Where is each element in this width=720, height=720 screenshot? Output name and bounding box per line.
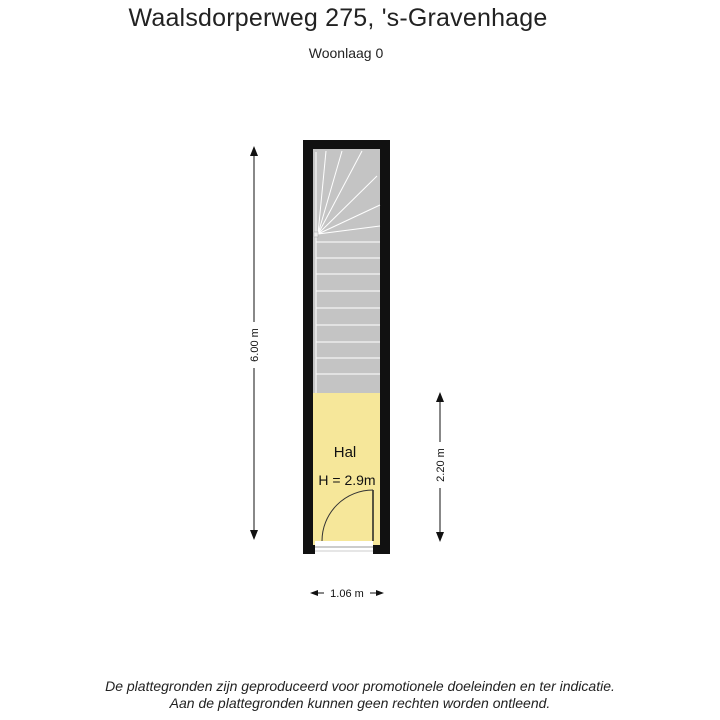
disclaimer-line-2: Aan de plattegronden kunnen geen rechten worden ontleend. — [169, 695, 551, 711]
dimension-total-height — [246, 146, 262, 540]
dimension-width-label: 1.06 m — [330, 588, 364, 600]
dimension-room-height-label: 2.20 m — [435, 448, 447, 482]
disclaimer-line-1: De plattegronden zijn geproduceerd voor promotionele doeleinden en ter indicatie. — [105, 678, 615, 694]
dimension-width — [310, 586, 384, 600]
dimension-room-height — [432, 392, 448, 542]
room-height: H = 2.9m — [318, 472, 376, 488]
dimension-total-height-label: 6.00 m — [249, 328, 261, 362]
room-hal — [313, 393, 380, 545]
floor-label: Woonlaag 0 — [308, 45, 384, 61]
plan-title: Waalsdorperweg 275, 's-Gravenhage — [128, 4, 548, 32]
room-name: Hal — [333, 444, 357, 461]
stair-newel — [314, 232, 318, 237]
